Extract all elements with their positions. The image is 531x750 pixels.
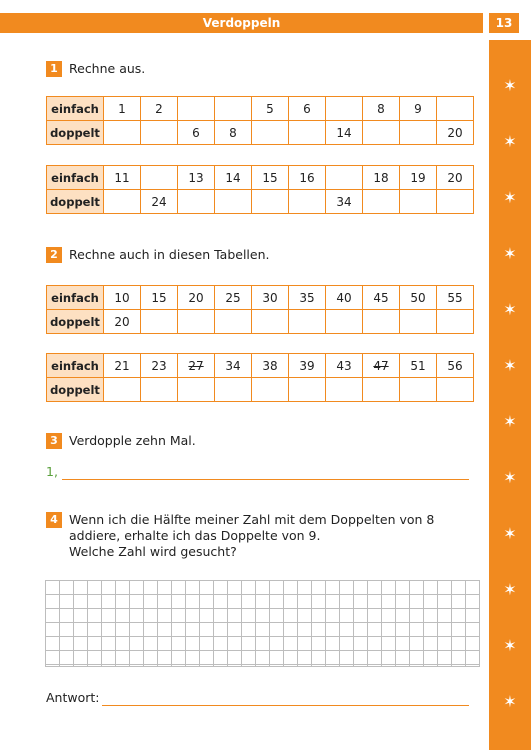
- cell: 15: [252, 166, 289, 190]
- task3-answer-line[interactable]: [62, 479, 469, 480]
- cell: 24: [141, 190, 178, 214]
- cell[interactable]: [363, 310, 400, 334]
- star-icon: ✶: [503, 244, 517, 263]
- squared-grid[interactable]: [45, 580, 480, 667]
- star-icon: ✶: [503, 132, 517, 151]
- cell: 10: [104, 286, 141, 310]
- cell: 56: [437, 354, 474, 378]
- side-strip: [489, 40, 531, 750]
- cell: 50: [400, 286, 437, 310]
- cell: 14: [326, 121, 363, 145]
- cell: 6: [289, 97, 326, 121]
- cell: 20: [437, 166, 474, 190]
- answer-label: Antwort:: [46, 690, 100, 705]
- cell[interactable]: [178, 310, 215, 334]
- cell[interactable]: [400, 310, 437, 334]
- cell: 38: [252, 354, 289, 378]
- doppelt-row: [47, 190, 474, 214]
- cell: 20: [104, 310, 141, 334]
- einfach-row: [47, 354, 474, 378]
- row-label-doppelt: doppelt: [47, 190, 104, 214]
- star-icon: ✶: [503, 580, 517, 599]
- row-label-einfach: einfach: [47, 354, 104, 378]
- task1-table-b: [46, 165, 474, 214]
- cell[interactable]: [326, 97, 363, 121]
- cell[interactable]: [141, 310, 178, 334]
- cell: 19: [400, 166, 437, 190]
- cell[interactable]: [289, 378, 326, 402]
- row-label-doppelt: doppelt: [47, 121, 104, 145]
- cell[interactable]: [400, 378, 437, 402]
- task2-table-b: [46, 353, 474, 402]
- cell: 21: [104, 354, 141, 378]
- cell: 20: [437, 121, 474, 145]
- row-label-einfach: einfach: [47, 166, 104, 190]
- cell: 9: [400, 97, 437, 121]
- cell: 15: [141, 286, 178, 310]
- einfach-row: [47, 166, 474, 190]
- cell[interactable]: [326, 378, 363, 402]
- cell[interactable]: [400, 190, 437, 214]
- row-label-doppelt: doppelt: [47, 378, 104, 402]
- answer-line[interactable]: [102, 705, 469, 706]
- cell: 43: [326, 354, 363, 378]
- task4-line-3: Welche Zahl wird gesucht?: [69, 544, 237, 559]
- cell[interactable]: [326, 166, 363, 190]
- cell[interactable]: [289, 310, 326, 334]
- task-number-1: 1: [46, 61, 62, 77]
- cell: 14: [215, 166, 252, 190]
- cell: 47: [363, 354, 400, 378]
- cell[interactable]: [178, 97, 215, 121]
- cell: 40: [326, 286, 363, 310]
- cell[interactable]: [178, 378, 215, 402]
- cell: 23: [141, 354, 178, 378]
- cell[interactable]: [400, 121, 437, 145]
- cell[interactable]: [437, 378, 474, 402]
- star-icon: ✶: [503, 412, 517, 431]
- einfach-row: [47, 97, 474, 121]
- doppelt-row: [47, 121, 474, 145]
- task1-table-a: [46, 96, 474, 145]
- task-number-2: 2: [46, 247, 62, 263]
- cell[interactable]: [104, 378, 141, 402]
- einfach-row: [47, 286, 474, 310]
- cell: 30: [252, 286, 289, 310]
- cell[interactable]: [437, 97, 474, 121]
- star-icon: ✶: [503, 188, 517, 207]
- star-icon: ✶: [503, 76, 517, 95]
- doppelt-row: [47, 378, 474, 402]
- cell[interactable]: [252, 121, 289, 145]
- cell[interactable]: [252, 378, 289, 402]
- star-icon: ✶: [503, 356, 517, 375]
- cell[interactable]: [215, 97, 252, 121]
- cell[interactable]: [141, 166, 178, 190]
- cell[interactable]: [215, 378, 252, 402]
- task3-answer-prefix: 1,: [46, 464, 58, 479]
- cell[interactable]: [326, 310, 363, 334]
- cell: 11: [104, 166, 141, 190]
- task-number-4: 4: [46, 512, 62, 528]
- page-number: 13: [489, 13, 519, 33]
- header-title: Verdoppeln: [0, 13, 483, 33]
- cell: 5: [252, 97, 289, 121]
- cell[interactable]: [215, 190, 252, 214]
- row-label-doppelt: doppelt: [47, 310, 104, 334]
- task1-instruction: Rechne aus.: [69, 61, 146, 76]
- cell: 39: [289, 354, 326, 378]
- cell[interactable]: [289, 190, 326, 214]
- cell[interactable]: [437, 190, 474, 214]
- star-icon: ✶: [503, 300, 517, 319]
- cell[interactable]: [252, 310, 289, 334]
- cell: 6: [178, 121, 215, 145]
- cell: 35: [289, 286, 326, 310]
- cell[interactable]: [437, 310, 474, 334]
- cell[interactable]: [215, 310, 252, 334]
- cell[interactable]: [141, 378, 178, 402]
- cell: 8: [215, 121, 252, 145]
- row-label-einfach: einfach: [47, 97, 104, 121]
- cell: 2: [141, 97, 178, 121]
- cell[interactable]: [178, 190, 215, 214]
- cell: 20: [178, 286, 215, 310]
- task2-instruction: Rechne auch in diesen Tabellen.: [69, 247, 270, 262]
- cell: 16: [289, 166, 326, 190]
- cell: 8: [363, 97, 400, 121]
- cell[interactable]: [363, 121, 400, 145]
- task4-line-1: Wenn ich die Hälfte meiner Zahl mit dem Doppelten von 8: [69, 512, 435, 527]
- row-label-einfach: einfach: [47, 286, 104, 310]
- task-number-3: 3: [46, 433, 62, 449]
- cell: 45: [363, 286, 400, 310]
- star-icon: ✶: [503, 692, 517, 711]
- cell[interactable]: [289, 121, 326, 145]
- task3-instruction: Verdopple zehn Mal.: [69, 433, 196, 448]
- cell[interactable]: [104, 121, 141, 145]
- cell[interactable]: [252, 190, 289, 214]
- cell[interactable]: [141, 121, 178, 145]
- star-icon: ✶: [503, 524, 517, 543]
- cell: 34: [215, 354, 252, 378]
- task2-table-a: [46, 285, 474, 334]
- cell: 13: [178, 166, 215, 190]
- cell[interactable]: [363, 378, 400, 402]
- star-icon: ✶: [503, 636, 517, 655]
- cell: 51: [400, 354, 437, 378]
- cell: 25: [215, 286, 252, 310]
- cell: 34: [326, 190, 363, 214]
- cell: 27: [178, 354, 215, 378]
- task4-line-2: addiere, erhalte ich das Doppelte von 9.: [69, 528, 321, 543]
- cell[interactable]: [104, 190, 141, 214]
- doppelt-row: [47, 310, 474, 334]
- cell: 18: [363, 166, 400, 190]
- cell: 1: [104, 97, 141, 121]
- cell[interactable]: [363, 190, 400, 214]
- cell: 55: [437, 286, 474, 310]
- star-icon: ✶: [503, 468, 517, 487]
